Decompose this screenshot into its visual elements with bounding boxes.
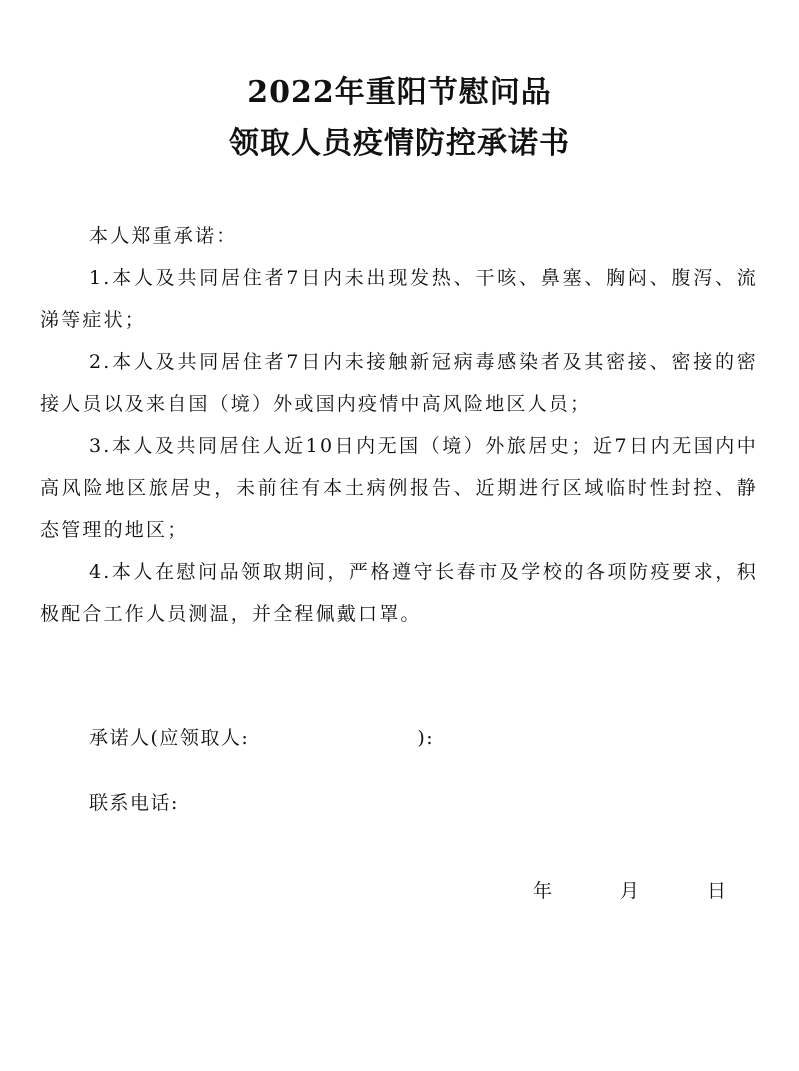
commitment-intro: 本人郑重承诺： <box>89 225 238 247</box>
document-title-line2: 领取人员疫情防控承诺书 <box>229 126 570 161</box>
commitment-item-4: 4.本人在慰问品领取期间，严格遵守长春市及学校的各项防疫要求，积极配合工作人员测温，并全程佩戴口罩。 <box>40 561 758 625</box>
commitment-item-1: 1.本人及共同居住者7日内未出现发热、干咳、鼻塞、胸闷、腹泻、流涕等症状； <box>40 267 758 331</box>
phone-label: 联系电话: <box>89 792 179 814</box>
promisor-label: 承诺人(应领取人: <box>89 727 250 749</box>
date-month: 月 <box>620 880 640 902</box>
commitment-item-3: 3.本人及共同居住人近10日内无国（境）外旅居史；近7日内无国内中高风险地区旅居史，未前往有本土病例报告、近期进行区域临时性封控、静态管理的地区； <box>40 435 758 541</box>
date-line <box>533 873 726 909</box>
date-year: 年 <box>533 880 553 902</box>
commitment-items <box>40 257 758 635</box>
phone-line <box>89 785 179 821</box>
commitment-item-2: 2.本人及共同居住者7日内未接触新冠病毒感染者及其密接、密接的密接人员以及来自国（境）外或国内疫情中高风险地区人员； <box>40 351 758 415</box>
promisor-label-end: ): <box>417 727 435 749</box>
promisor-line <box>89 720 434 756</box>
date-day: 日 <box>707 880 727 902</box>
document-title-line1: 2022年重阳节慰问品 <box>247 75 552 110</box>
